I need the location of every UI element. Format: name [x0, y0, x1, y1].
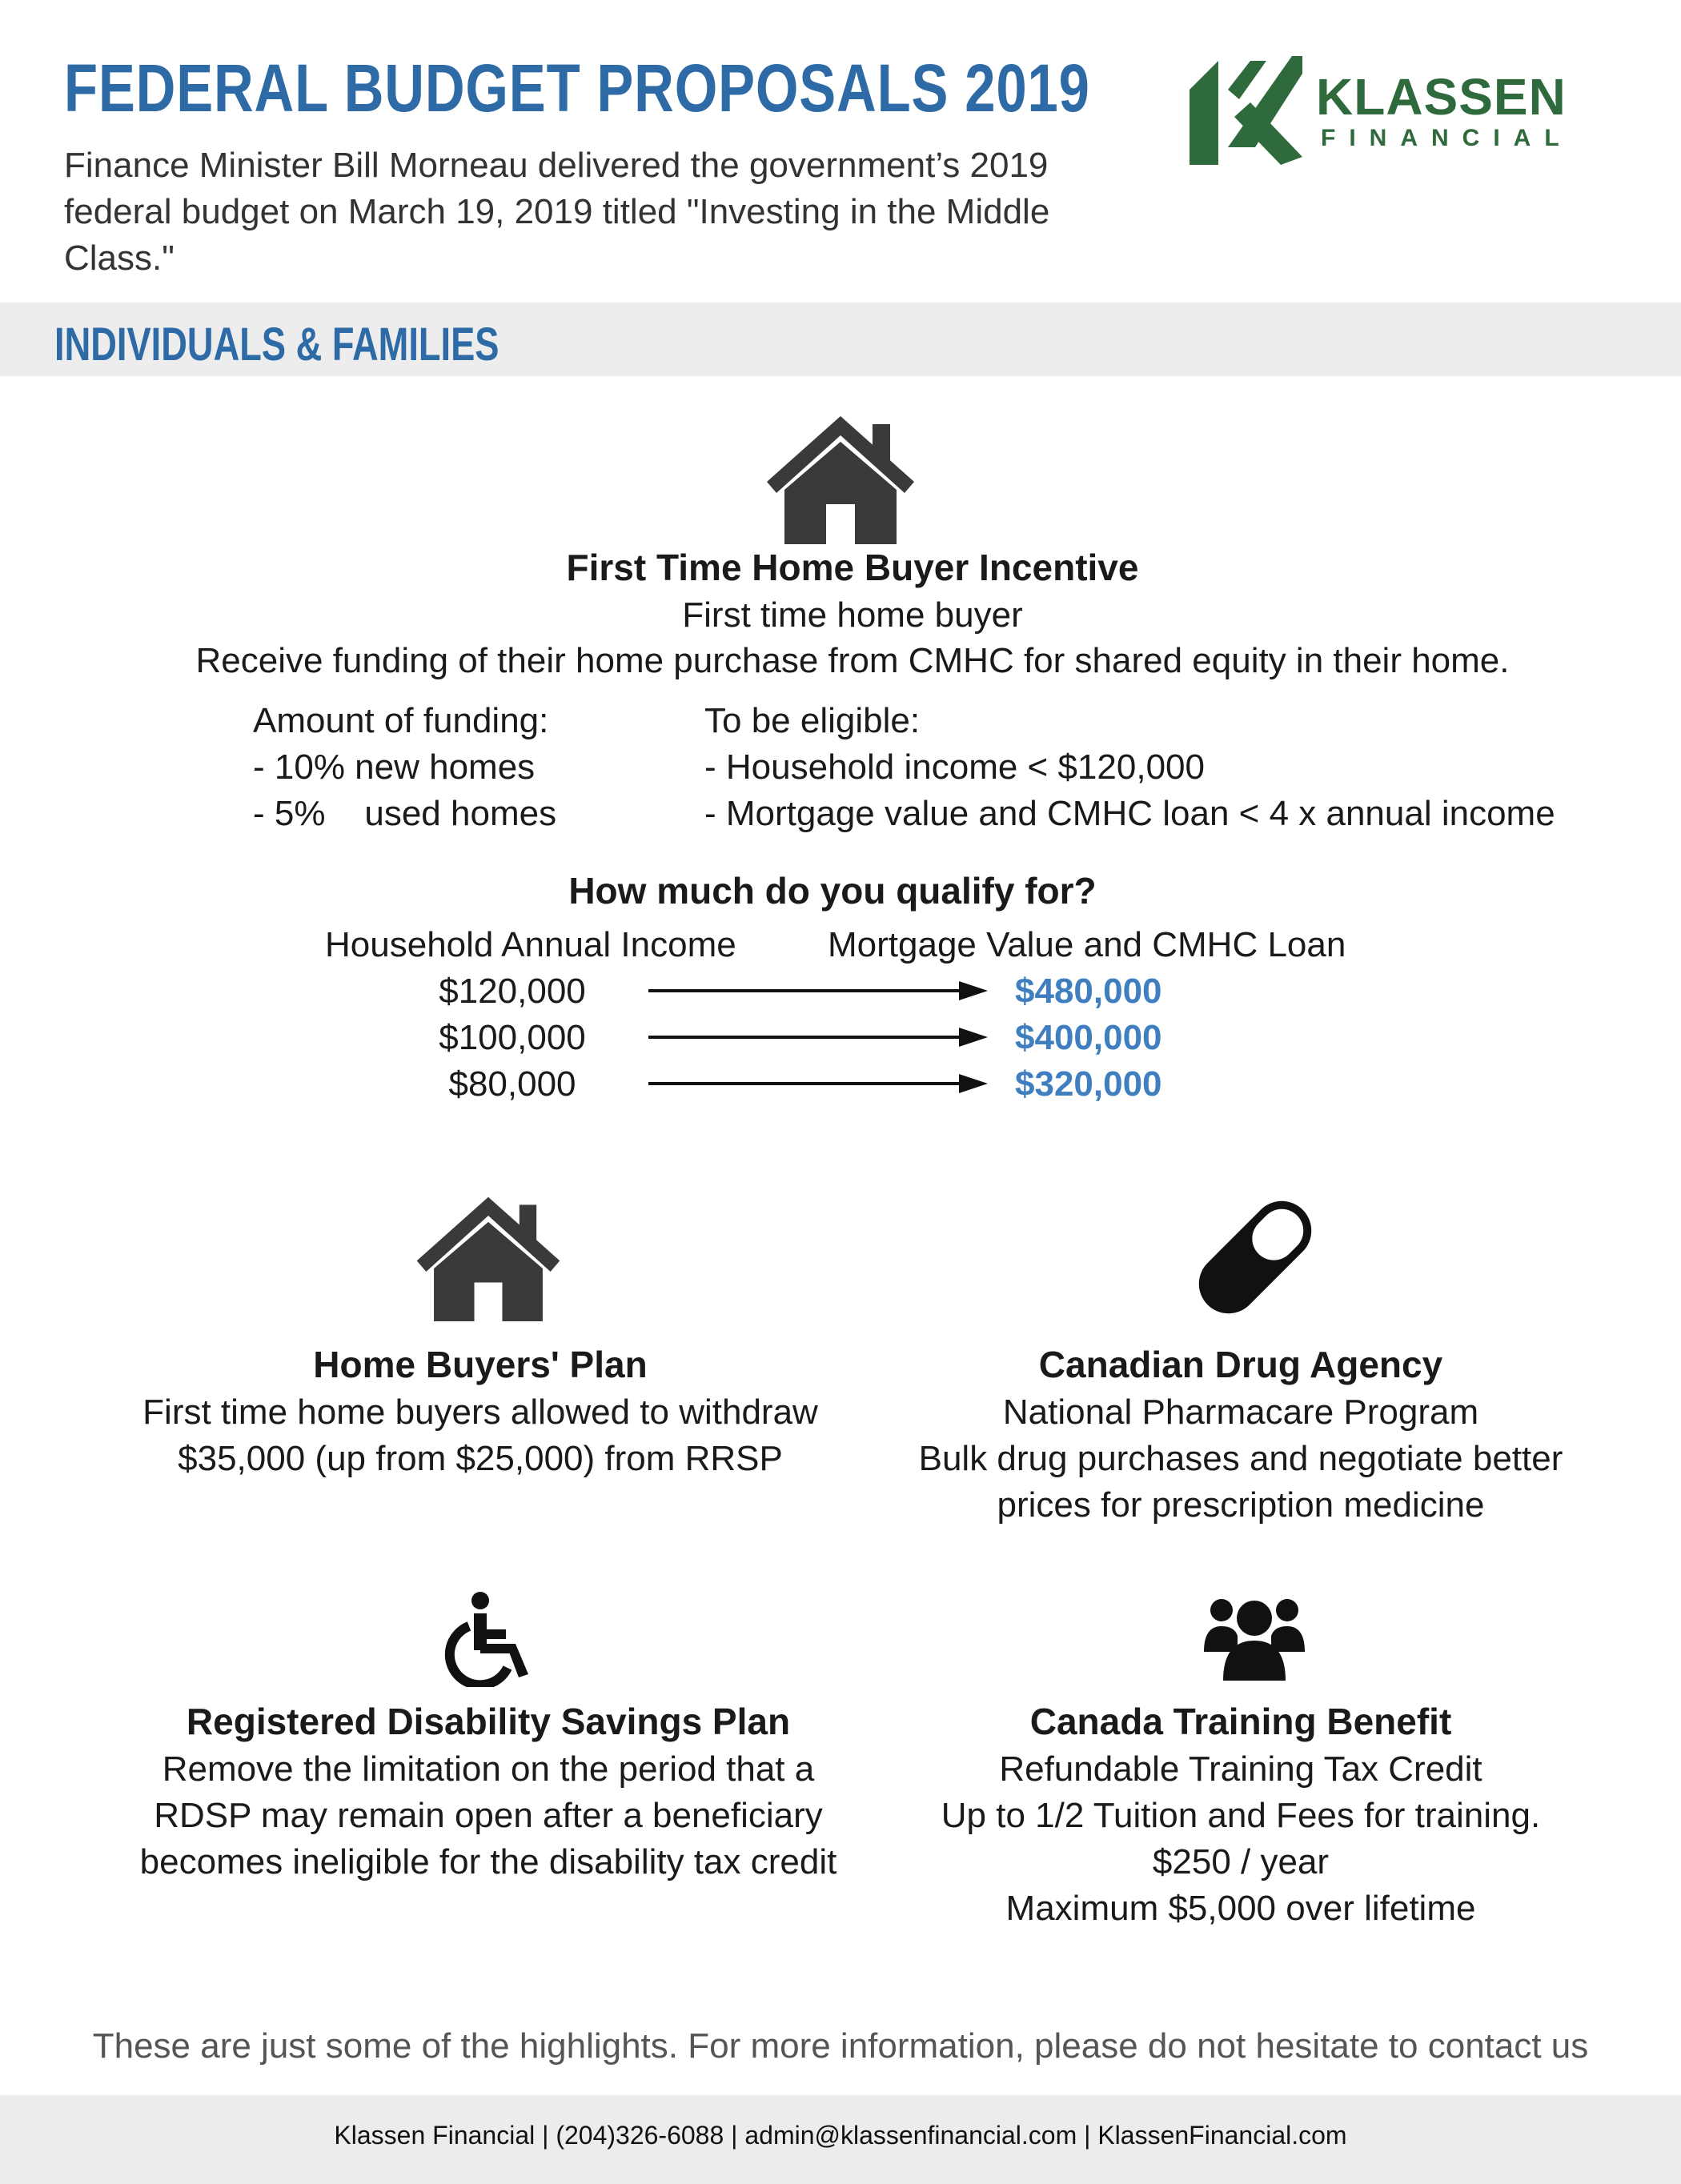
first-time-title: First Time Home Buyer Incentive	[566, 547, 1139, 588]
training-line: Up to 1/2 Tuition and Fees for training.	[941, 1796, 1541, 1835]
house-icon	[760, 410, 921, 546]
training-line: Refundable Training Tax Credit	[999, 1749, 1482, 1789]
hbp-line: First time home buyers allowed to withdraw	[142, 1393, 818, 1432]
qualify-title: How much do you qualify for?	[568, 870, 1097, 912]
intro-text: Finance Minister Bill Morneau delivered the government’s 2019 federal budget on March 19, 2019 titled "Investing in the Middle Class."	[64, 146, 1050, 278]
drug-line: National Pharmacare Program	[1002, 1393, 1479, 1432]
footer-contact: Klassen Financial | (204)326-6088 | admin@klassenfinancial.com | KlassenFinancial.com	[334, 2121, 1347, 2150]
closing-text: These are just some of the highlights. For more information, please do not hesitate to contact us	[92, 2026, 1589, 2066]
logo-mark-icon	[1186, 53, 1302, 165]
income-value: $100,000	[439, 1018, 586, 1057]
loan-value: $400,000	[1015, 1018, 1162, 1057]
training-title: Canada Training Benefit	[1029, 1701, 1452, 1742]
rdsp-line: RDSP may remain open after a beneficiary	[154, 1796, 823, 1835]
funding-heading: Amount of funding:	[253, 701, 549, 740]
funding-item: - 5% used homes	[253, 794, 557, 833]
first-time-line1: First time home buyer	[682, 595, 1023, 635]
rdsp-title: Registered Disability Savings Plan	[186, 1701, 791, 1742]
section-title: INDIVIDUALS & FAMILIES	[54, 319, 499, 371]
loan-value: $480,000	[1015, 972, 1162, 1011]
income-value: $120,000	[439, 972, 586, 1011]
company-logo	[1186, 53, 1611, 165]
arrow-icon	[648, 981, 988, 1000]
drug-line: prices for prescription medicine	[997, 1485, 1485, 1525]
wheelchair-icon	[442, 1591, 535, 1687]
logo-subtitle: FINANCIAL	[1321, 125, 1573, 151]
arrow-icon	[648, 1074, 988, 1093]
house-icon	[408, 1191, 568, 1323]
logo-name: KLASSEN	[1316, 68, 1567, 126]
drug-title: Canadian Drug Agency	[1038, 1344, 1443, 1385]
eligible-item: - Household income < $120,000	[704, 747, 1205, 787]
rdsp-line: becomes ineligible for the disability tax credit	[139, 1842, 837, 1881]
training-line: $250 / year	[1152, 1842, 1330, 1881]
eligible-item: - Mortgage value and CMHC loan < 4 x annual income	[704, 794, 1555, 833]
arrow-icon	[648, 1028, 988, 1047]
hbp-title: Home Buyers' Plan	[313, 1344, 648, 1385]
income-value: $80,000	[448, 1064, 576, 1104]
training-line: Maximum $5,000 over lifetime	[1005, 1889, 1476, 1928]
hbp-line: $35,000 (up from $25,000) from RRSP	[178, 1439, 783, 1478]
first-time-line2: Receive funding of their home purchase from CMHC for shared equity in their home.	[195, 641, 1510, 680]
people-icon	[1202, 1596, 1306, 1682]
loan-column-header: Mortgage Value and CMHC Loan	[828, 925, 1346, 964]
page-title: FEDERAL BUDGET PROPOSALS 2019	[64, 50, 1090, 126]
funding-item: - 10% new homes	[253, 747, 536, 787]
rdsp-line: Remove the limitation on the period that a	[162, 1749, 815, 1789]
pill-icon	[1183, 1189, 1327, 1325]
drug-line: Bulk drug purchases and negotiate better	[918, 1439, 1563, 1478]
loan-value: $320,000	[1015, 1064, 1162, 1104]
income-column-header: Household Annual Income	[325, 925, 736, 964]
eligible-heading: To be eligible:	[704, 701, 921, 740]
arrows-group	[648, 973, 993, 1101]
